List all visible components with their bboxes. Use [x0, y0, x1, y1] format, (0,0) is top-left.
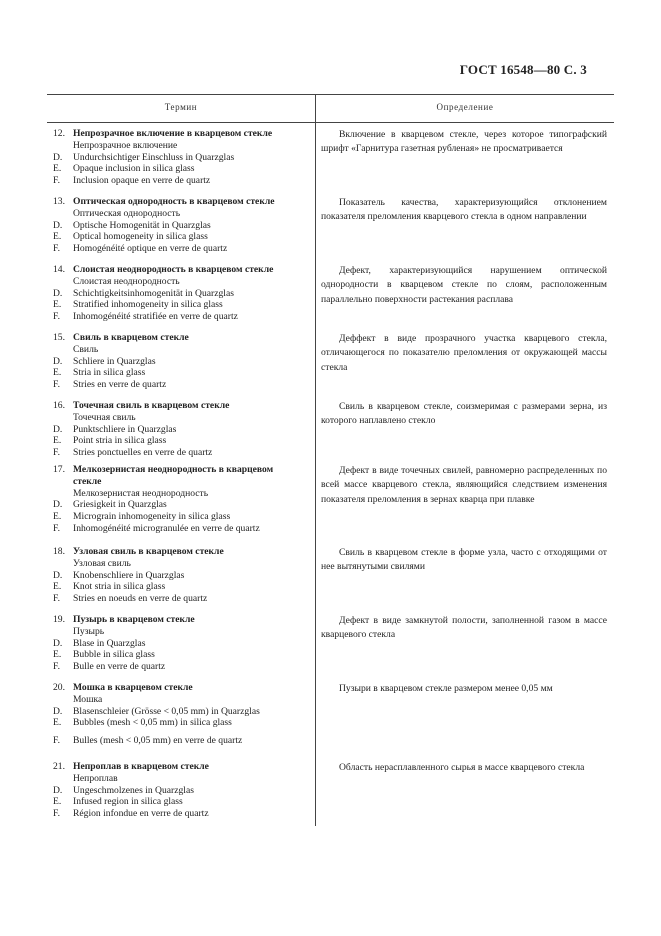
term-en: Opaque inclusion in silica glass	[73, 163, 195, 175]
term-fr: Inclusion opaque en verre de quartz	[73, 175, 211, 187]
term-en: Micrograin inhomogeneity in silica glass	[73, 511, 231, 523]
term-fr: Région infondue en verre de quartz	[73, 808, 209, 820]
term-definition: Деффект в виде прозрачного участка кварцевого стекла, отличающегося по показателю преломления от окружающей массы стекла	[321, 333, 607, 373]
term-definition: Дефект, характеризующийся нарушением оптической однородности в кварцевом стекле по слоям, расположенным параллельно поверхности растекания расплава	[321, 265, 607, 305]
lang-label-e: E.	[53, 511, 62, 523]
term-fr: Bulles (mesh < 0,05 mm) en verre de quartz	[73, 735, 243, 747]
lang-label-f: F.	[53, 808, 60, 820]
entry-number: 12.	[53, 128, 65, 139]
term-en: Infused region in silica glass	[73, 796, 183, 808]
term-de: Ungeschmolzenes in Quarzglas	[73, 784, 194, 796]
term-de: Blasenschleier (Grösse < 0,05 mm) in Quarzglas	[73, 705, 260, 717]
term-en: Bubble in silica glass	[73, 649, 155, 661]
term-fr: Stries en noeuds en verre de quartz	[73, 593, 208, 605]
term-column	[53, 761, 311, 820]
term-column	[53, 128, 311, 187]
term-fr: Homogénéité optique en verre de quartz	[73, 243, 228, 255]
term-fr: Stries ponctuelles en verre de quartz	[73, 447, 213, 459]
term-en: Knot stria in silica glass	[73, 581, 166, 593]
page-header: ГОСТ 16548—80 С. 3	[459, 62, 587, 77]
term-ru-short: Оптическая однородность	[73, 207, 181, 219]
lang-label-f: F.	[53, 735, 60, 747]
term-definition: Дефект в виде точечных свилей, равномерно распределенных по всей массе кварцевого стекла, являющийся следствием изменения показателя преломления в зернах кварца при плавке	[321, 465, 607, 505]
entry-number: 18.	[53, 546, 65, 557]
term-ru-short: Точечная свиль	[73, 411, 136, 423]
lang-label-f: F.	[53, 175, 60, 187]
term-en: Point stria in silica glass	[73, 435, 167, 447]
term-ru-short: Слоистая неоднородность	[73, 275, 180, 287]
lang-label-f: F.	[53, 379, 60, 391]
lang-label-d: D.	[53, 569, 63, 581]
entry-number: 14.	[53, 264, 65, 275]
entry-number: 19.	[53, 614, 65, 625]
term-ru: Оптическая однородность в кварцевом стекле	[73, 196, 275, 207]
table-header-rule	[47, 122, 614, 123]
term-ru-short: Мелкозернистая неоднородность	[73, 487, 209, 499]
term-fr: Bulle en verre de quartz	[73, 661, 166, 673]
entry-number: 21.	[53, 761, 65, 772]
term-ru-short: Узловая свиль	[73, 557, 131, 569]
term-de: Blase in Quarzglas	[73, 637, 146, 649]
entry-number: 17.	[53, 464, 65, 475]
entry-number: 16.	[53, 400, 65, 411]
term-column	[53, 546, 311, 605]
lang-label-e: E.	[53, 649, 62, 661]
term-column	[53, 332, 311, 391]
term-de: Undurchsichtiger Einschluss in Quarzglas	[73, 151, 235, 163]
lang-label-f: F.	[53, 311, 60, 323]
term-column	[53, 614, 311, 673]
term-definition: Свиль в кварцевом стекле в форме узла, часто с отходящими от нее вытянутыми свилями	[321, 547, 607, 573]
column-header-term: Термин	[164, 102, 198, 112]
term-definition: Пузыри в кварцевом стекле размером менее 0,05 мм	[339, 683, 553, 694]
lang-label-d: D.	[53, 499, 63, 511]
terms-table	[47, 94, 614, 826]
lang-label-d: D.	[53, 287, 63, 299]
lang-label-e: E.	[53, 231, 62, 243]
column-header-definition: Определение	[436, 102, 494, 112]
lang-label-d: D.	[53, 705, 63, 717]
entry-number: 20.	[53, 682, 65, 693]
term-ru: Мошка в кварцевом стекле	[73, 682, 193, 693]
term-column	[53, 682, 311, 747]
lang-label-d: D.	[53, 637, 63, 649]
term-column	[53, 264, 311, 323]
lang-label-d: D.	[53, 219, 63, 231]
term-ru-short: Непрозрачное включение	[73, 139, 178, 151]
term-ru: Свиль в кварцевом стекле	[73, 332, 189, 343]
term-fr: Inhomogénéité stratifiée en verre de quartz	[73, 311, 238, 323]
term-ru: Слоистая неоднородность в кварцевом стекле	[73, 264, 274, 275]
lang-label-f: F.	[53, 661, 60, 673]
lang-label-e: E.	[53, 717, 62, 729]
term-ru: Непроплав в кварцевом стекле	[73, 761, 209, 772]
term-en: Optical homogeneity in silica glass	[73, 231, 208, 243]
term-column	[53, 196, 311, 255]
term-de: Griesigkeit in Quarzglas	[73, 499, 167, 511]
term-en: Stria in silica glass	[73, 367, 146, 379]
term-column	[53, 400, 311, 459]
term-ru: Мелкозернистая неоднородность в кварцевом	[73, 464, 274, 475]
term-ru-continued: стекле	[73, 475, 102, 487]
lang-label-f: F.	[53, 243, 60, 255]
lang-label-d: D.	[53, 784, 63, 796]
term-de: Optische Homogenität in Quarzglas	[73, 219, 211, 231]
term-de: Punktschliere in Quarzglas	[73, 423, 177, 435]
term-ru-short: Свиль	[73, 343, 99, 355]
term-en: Stratified inhomogeneity in silica glass	[73, 299, 223, 311]
term-ru-short: Пузырь	[73, 625, 105, 637]
term-ru: Непрозрачное включение в кварцевом стекле	[73, 128, 273, 139]
entry-number: 15.	[53, 332, 65, 343]
lang-label-e: E.	[53, 163, 62, 175]
lang-label-f: F.	[53, 522, 60, 534]
term-de: Knobenschliere in Quarzglas	[73, 569, 185, 581]
term-de: Schichtigkeitsinhomogenität in Quarzglas	[73, 287, 234, 299]
table-top-rule	[47, 94, 614, 95]
lang-label-e: E.	[53, 435, 62, 447]
term-definition: Показатель качества, характеризующийся отклонением показателя преломления кварцевого стекла в одном направлении	[321, 197, 607, 223]
lang-label-d: D.	[53, 355, 63, 367]
term-ru-short: Непроплав	[73, 772, 118, 784]
term-definition: Свиль в кварцевом стекле, соизмеримая с размерами зерна, из которого наплавлено стекло	[321, 401, 607, 427]
column-divider	[315, 94, 316, 826]
entry-number: 13.	[53, 196, 65, 207]
term-de: Schliere in Quarzglas	[73, 355, 156, 367]
lang-label-e: E.	[53, 299, 62, 311]
term-fr: Stries en verre de quartz	[73, 379, 167, 391]
lang-label-f: F.	[53, 593, 60, 605]
term-column	[53, 464, 311, 535]
lang-label-e: E.	[53, 581, 62, 593]
term-ru: Пузырь в кварцевом стекле	[73, 614, 195, 625]
lang-label-d: D.	[53, 151, 63, 163]
lang-label-e: E.	[53, 367, 62, 379]
term-fr: Inhomogénéité microgranulée en verre de quartz	[73, 522, 260, 534]
term-definition: Область нерасплавленного сырья в массе кварцевого стекла	[339, 762, 585, 773]
term-en: Bubbles (mesh < 0,05 mm) in silica glass	[73, 717, 232, 729]
term-ru-short: Мошка	[73, 693, 103, 705]
term-definition: Включение в кварцевом стекле, через которое типографский шрифт «Гарнитура газетная рубленая» не просматривается	[321, 129, 607, 155]
lang-label-e: E.	[53, 796, 62, 808]
term-ru: Узловая свиль в кварцевом стекле	[73, 546, 224, 557]
lang-label-d: D.	[53, 423, 63, 435]
term-definition: Дефект в виде замкнутой полости, заполненной газом в массе кварцевого стекла	[321, 615, 607, 641]
lang-label-f: F.	[53, 447, 60, 459]
term-ru: Точечная свиль в кварцевом стекле	[73, 400, 230, 411]
